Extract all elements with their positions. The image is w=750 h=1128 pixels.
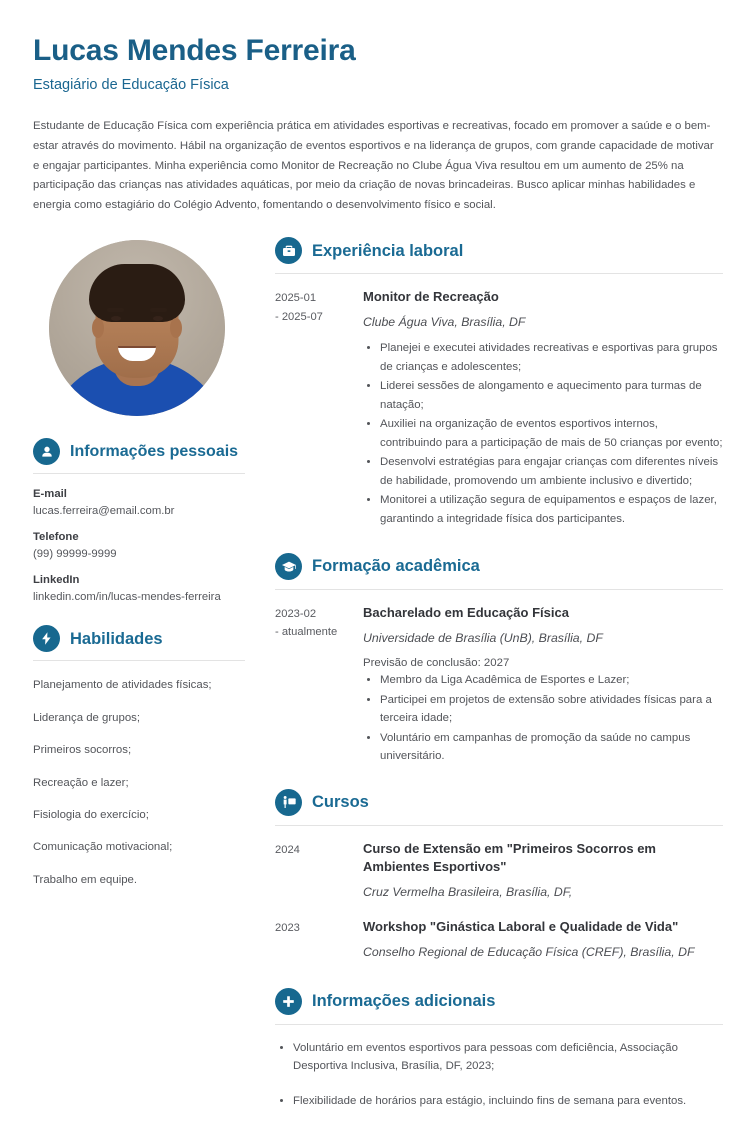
list-item: • Participei em projetos de extensão sobre atividades físicas para a terceira idade; xyxy=(380,691,723,728)
entry-note: Previsão de conclusão: 2027 xyxy=(363,657,510,670)
section-experience xyxy=(275,237,723,529)
additional-list xyxy=(275,1039,723,1111)
entry-title: Bacharelado em Educação Física xyxy=(363,605,569,621)
list-item: Trabalho em equipe. xyxy=(33,873,138,886)
section-title: Cursos xyxy=(312,792,369,811)
list-item: • Desenvolvi estratégias para engajar crianças com diferentes níveis de habilidade, promovendo um ambiente inclusivo e divertido; xyxy=(380,453,723,490)
email-value: lucas.ferreira@email.com.br xyxy=(33,505,175,518)
linkedin-value[interactable]: linkedin.com/in/lucas-mendes-ferreira xyxy=(33,591,221,604)
education-entry xyxy=(275,604,723,766)
entry-date xyxy=(275,288,363,529)
experience-entry xyxy=(275,288,723,529)
entry-organization: Conselho Regional de Educação Física (CREF), Brasília, DF xyxy=(363,945,695,960)
list-item: • Voluntário em eventos esportivos para pessoas com deficiência, Associação Desportiva Inclusiva, Brasília, DF, 2023; xyxy=(293,1039,723,1076)
photo-eyebrow-right xyxy=(150,308,167,312)
entry-title: Workshop "Ginástica Laboral e Qualidade de Vida" xyxy=(363,919,679,935)
plus-circle-icon xyxy=(275,988,302,1015)
section-header xyxy=(275,237,723,264)
list-item: Planejamento de atividades físicas; xyxy=(33,679,212,692)
list-item: • Auxiliei na organização de eventos esportivos internos, contribuindo para a participação de mais de 50 crianças por evento; xyxy=(380,415,723,452)
section-divider xyxy=(33,660,245,661)
entry-title: Monitor de Recreação xyxy=(363,289,499,305)
entry-organization: Clube Água Viva, Brasília, DF xyxy=(363,315,526,330)
photo-eyebrow-left xyxy=(107,308,124,312)
entry-date xyxy=(275,918,363,961)
entry-date xyxy=(275,604,363,766)
lightning-bolt-icon xyxy=(33,625,60,652)
main-content xyxy=(245,237,723,1127)
date-end: - atualmente xyxy=(275,626,338,639)
professional-summary: Estudante de Educação Física com experiência prática em atividades esportivas e recreativas, focado em promover a saúde e o bem-estar através do movimento. Hábil na organização de eventos esportivos e na liderança de grupos, com grande capacidade de motivar e engajar participantes. Minha experiência como Monitor de Recreação no Clube Água Viva resultou em um aumento de 25% na participação das crianças nas atividades aquáticas, por meio da criação de novas brincadeiras. Busco aplicar minhas habilidades e energia como estagiário do Colégio Advento, fomentando o desenvolvimento físico e social. xyxy=(33,120,714,211)
briefcase-icon xyxy=(275,237,302,264)
section-header xyxy=(275,988,723,1015)
entry-organization: Universidade de Brasília (UnB), Brasília, DF xyxy=(363,631,603,646)
list-item: • Monitorei a utilização segura de equipamentos e espaços de lazer, garantindo a integridade física dos participantes. xyxy=(380,491,723,528)
list-item: Fisiologia do exercício; xyxy=(33,809,149,821)
person-icon xyxy=(33,438,60,465)
section-divider xyxy=(33,473,245,474)
sidebar xyxy=(33,237,245,888)
entry-bullets xyxy=(363,671,723,765)
presentation-icon xyxy=(275,789,302,816)
entry-organization: Cruz Vermelha Brasileira, Brasília, DF, xyxy=(363,885,573,900)
section-education xyxy=(275,553,723,766)
cv-body xyxy=(33,237,723,1127)
list-item: Comunicação motivacional; xyxy=(33,841,173,854)
list-item: • Flexibilidade de horários para estágio, incluindo fins de semana para eventos. xyxy=(293,1092,723,1110)
graduation-cap-icon xyxy=(275,553,302,580)
date-start: 2023-02 xyxy=(275,608,317,621)
section-header xyxy=(33,625,245,652)
section-header xyxy=(275,789,723,816)
section-divider xyxy=(275,589,723,590)
email-label: E-mail xyxy=(33,488,67,501)
entry-title: Curso de Extensão em "Primeiros Socorros em Ambientes Esportivos" xyxy=(363,840,656,875)
page-title: Lucas Mendes Ferreira xyxy=(33,34,356,67)
date-start: 2025-01 xyxy=(275,292,317,305)
profile-photo xyxy=(49,240,225,416)
cv-header xyxy=(33,34,723,215)
section-title: Habilidades xyxy=(70,629,163,648)
list-item: • Liderei sessões de alongamento e aquecimento para turmas de natação; xyxy=(380,377,723,414)
section-divider xyxy=(275,1024,723,1025)
section-skills xyxy=(33,625,245,888)
entry-bullets xyxy=(363,339,723,528)
section-title: Experiência laboral xyxy=(312,241,464,260)
list-item: Recreação e lazer; xyxy=(33,776,129,789)
section-personal-info xyxy=(33,438,245,603)
list-item: Liderança de grupos; xyxy=(33,711,141,724)
section-divider xyxy=(275,273,723,274)
course-entry xyxy=(275,918,723,961)
list-item: Primeiros socorros; xyxy=(33,744,132,757)
section-courses xyxy=(275,789,723,962)
list-item: • Planejei e executei atividades recreativas e esportivas para grupos de crianças e adolescentes; xyxy=(380,339,723,376)
photo-hair xyxy=(89,264,185,322)
course-entry xyxy=(275,840,723,902)
job-role-subtitle: Estagiário de Educação Física xyxy=(33,77,229,93)
date-start: 2023 xyxy=(275,922,300,935)
date-start: 2024 xyxy=(275,843,300,856)
phone-label: Telefone xyxy=(33,531,79,544)
section-title: Formação acadêmica xyxy=(312,557,480,576)
section-header xyxy=(33,438,245,465)
section-divider xyxy=(275,825,723,826)
section-header xyxy=(275,553,723,580)
section-additional-info xyxy=(275,988,723,1111)
linkedin-label: LinkedIn xyxy=(33,574,80,587)
list-item: • Membro da Liga Acadêmica de Esportes e Lazer; xyxy=(380,671,723,689)
list-item: • Voluntário em campanhas de promoção da saúde no campus universitário. xyxy=(380,729,723,766)
phone-value: (99) 99999-9999 xyxy=(33,548,117,561)
entry-date xyxy=(275,840,363,902)
section-title: Informações pessoais xyxy=(70,442,239,460)
section-title: Informações adicionais xyxy=(312,991,496,1010)
date-end: - 2025-07 xyxy=(275,310,323,323)
